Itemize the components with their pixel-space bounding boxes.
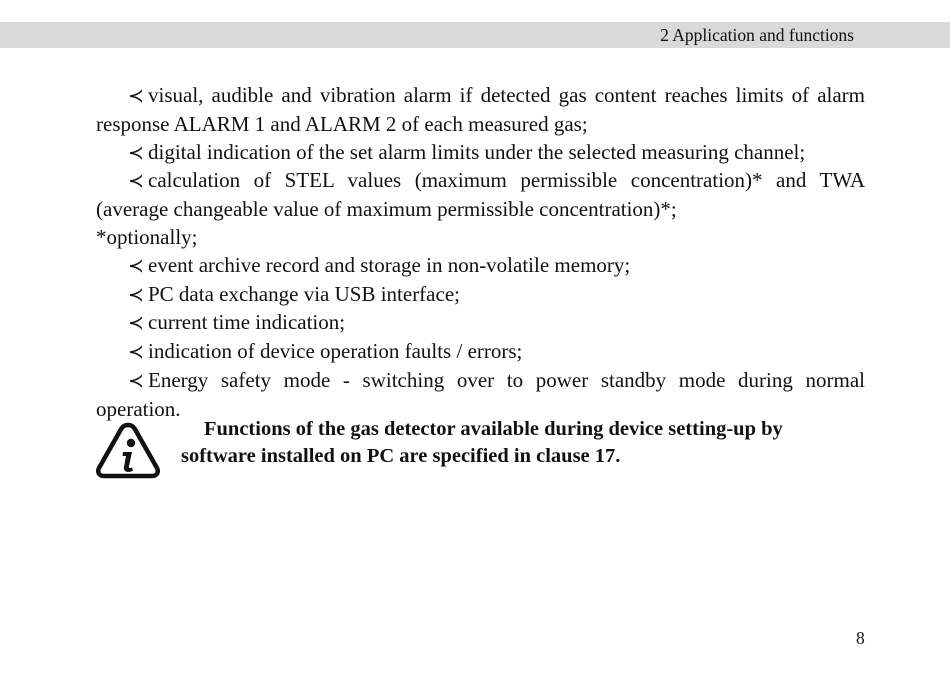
list-item-text: calculation of STEL values (maximum permissible concentration)* and TWA (average changeable value of maximum permissible concentration)*; <box>96 168 865 222</box>
info-icon <box>96 421 160 479</box>
list-item-text: current time indication; <box>148 310 346 335</box>
list-item <box>96 338 865 367</box>
page-number: 8 <box>856 628 865 648</box>
info-note <box>96 415 865 485</box>
list-item <box>96 309 865 338</box>
footnote <box>96 224 865 252</box>
list-item-text: PC data exchange via USB interface; <box>148 281 460 306</box>
list-item <box>96 281 865 310</box>
bullet-arrow-icon: ≺ <box>128 255 144 277</box>
list-item-text: visual, audible and vibration alarm if detected gas content reaches limits of alarm response ALARM 1 and ALARM 2 of each measured gas; <box>96 83 865 136</box>
list-item-text: indication of device operation faults / errors; <box>148 339 523 364</box>
note-text: Functions of the gas detector available during device setting-up by software installed on PC are specified in clause 17. <box>181 418 783 467</box>
section-title: 2 Application and functions <box>660 25 854 45</box>
function-list <box>96 82 865 424</box>
list-item-text: Energy safety mode - switching over to power standby mode during normal operation. <box>96 367 865 421</box>
bullet-arrow-icon: ≺ <box>128 370 144 392</box>
bullet-arrow-icon: ≺ <box>128 313 144 335</box>
bullet-arrow-icon: ≺ <box>128 171 144 193</box>
list-item <box>96 139 865 168</box>
page-header <box>0 22 950 48</box>
list-item <box>96 82 865 139</box>
list-item <box>96 252 865 281</box>
bullet-arrow-icon: ≺ <box>128 284 144 306</box>
footnote-text: *optionally; <box>96 224 198 249</box>
bullet-arrow-icon: ≺ <box>128 142 144 164</box>
bullet-arrow-icon: ≺ <box>128 86 144 107</box>
list-item <box>96 167 865 224</box>
list-item-text: digital indication of the set alarm limits under the selected measuring channel; <box>148 139 806 164</box>
list-item-text: event archive record and storage in non-volatile memory; <box>148 252 631 277</box>
bullet-arrow-icon: ≺ <box>128 342 144 364</box>
